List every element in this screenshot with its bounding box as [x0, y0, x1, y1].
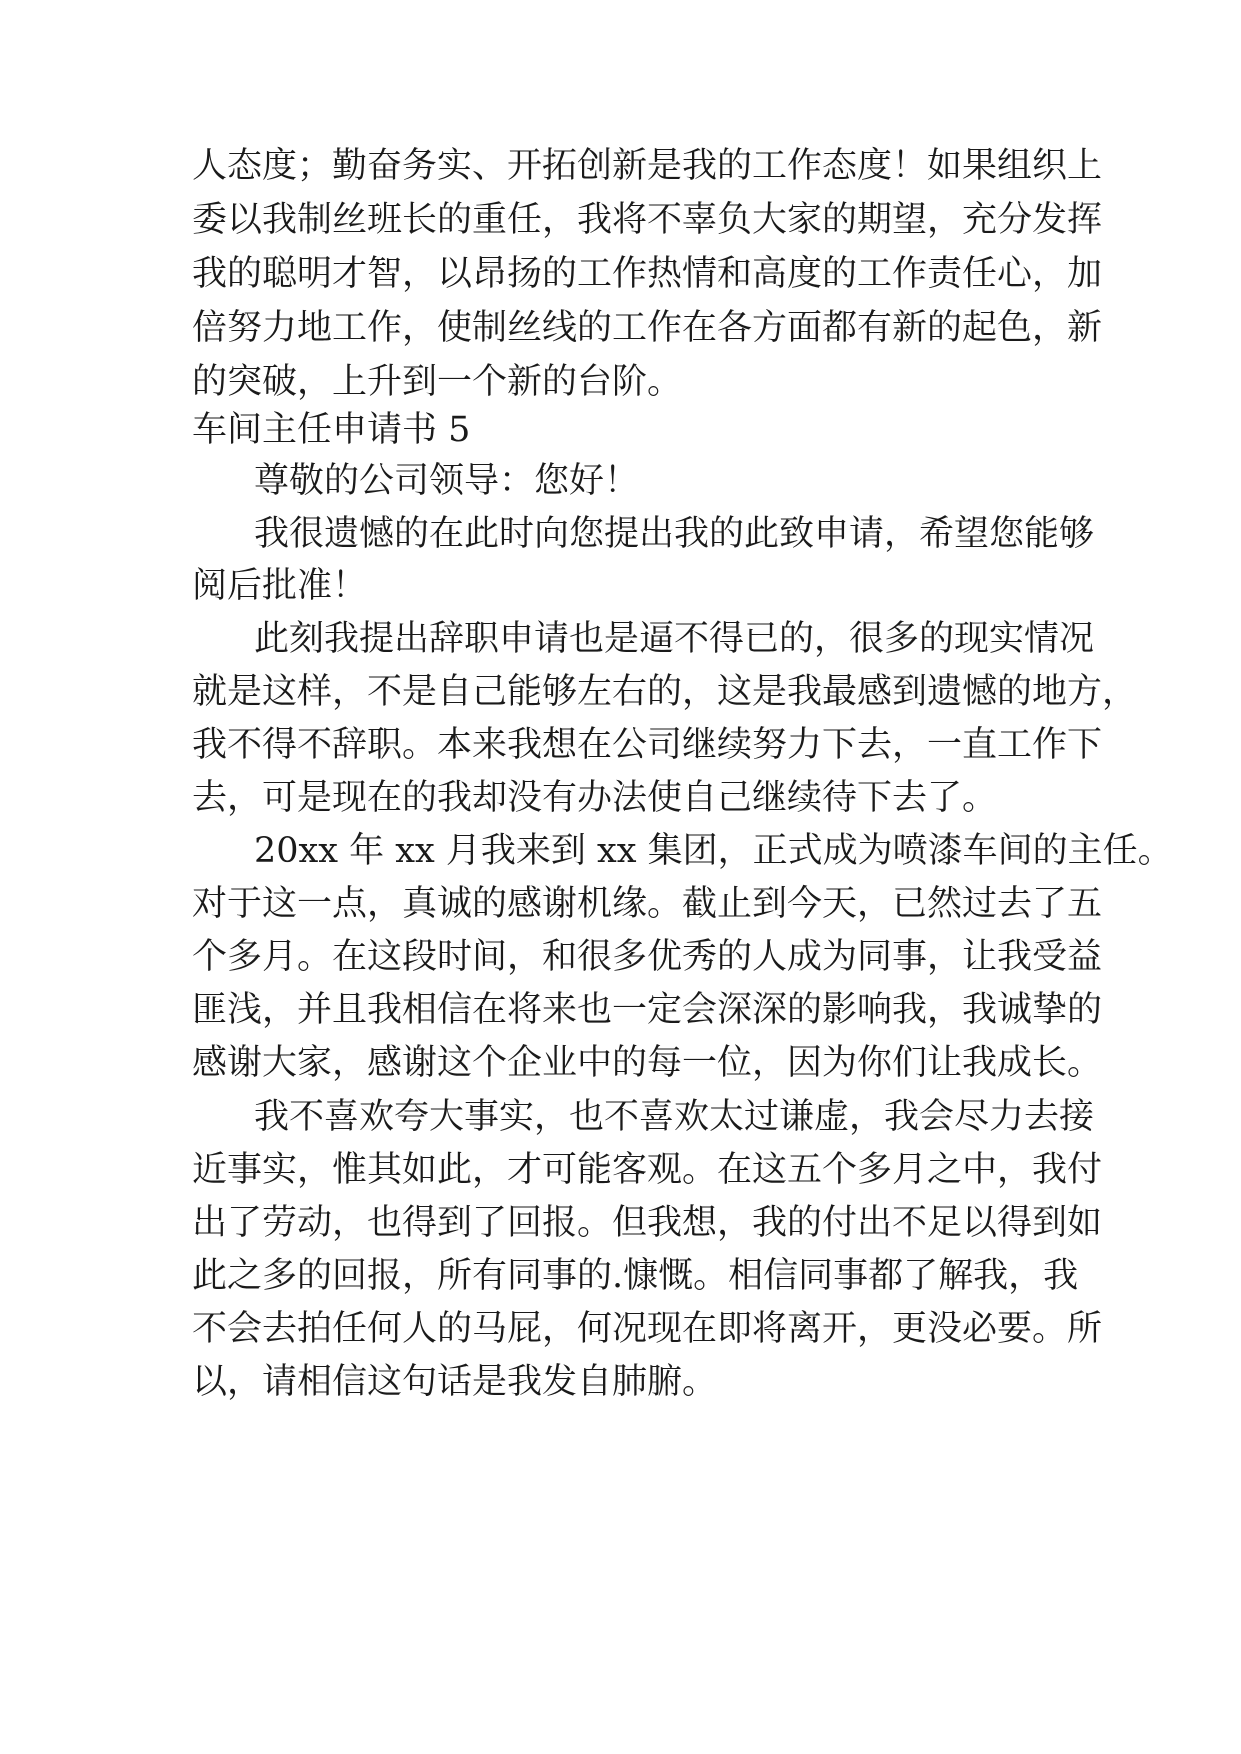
paragraph-line: 感谢大家，感谢这个企业中的每一位，因为你们让我成长。 — [192, 1043, 1103, 1083]
paragraph-line: 我很遗憾的在此时向您提出我的此致申请，希望您能够 — [254, 514, 1095, 554]
paragraph-line: 此刻我提出辞职申请也是逼不得已的，很多的现实情况 — [254, 619, 1095, 659]
salutation: 尊敬的公司领导：您好！ — [254, 461, 640, 501]
paragraph-line: 去，可是现在的我却没有办法使自己继续待下去了。 — [192, 778, 998, 818]
paragraph-line: 个多月。在这段时间，和很多优秀的人成为同事，让我受益 — [192, 937, 1103, 977]
paragraph-line: 委以我制丝班长的重任，我将不辜负大家的期望，充分发挥 — [192, 200, 1103, 240]
paragraph-line: 我不喜欢夸大事实，也不喜欢太过谦虚，我会尽力去接 — [254, 1097, 1095, 1137]
paragraph-line: 不会去拍任何人的马屁，何况现在即将离开，更没必要。所 — [192, 1309, 1103, 1349]
paragraph-line: 对于这一点，真诚的感谢机缘。截止到今天，已然过去了五 — [192, 884, 1103, 924]
paragraph-line: 的突破，上升到一个新的台阶。 — [192, 362, 683, 402]
paragraph-line: 我的聪明才智，以昂扬的工作热情和高度的工作责任心，加 — [192, 254, 1103, 294]
paragraph-line: 就是这样，不是自己能够左右的，这是我最感到遗憾的地方， — [192, 672, 1138, 712]
paragraph-line: 20xx 年 xx 月我来到 xx 集团，正式成为喷漆车间的主任。 — [254, 831, 1173, 871]
paragraph-line: 阅后批准！ — [192, 566, 368, 606]
paragraph-line: 人态度；勤奋务实、开拓创新是我的工作态度！如果组织上 — [192, 146, 1103, 186]
paragraph-line: 出了劳动，也得到了回报。但我想，我的付出不足以得到如 — [192, 1203, 1103, 1243]
section-title: 车间主任申请书 5 — [192, 410, 471, 450]
paragraph-line: 以，请相信这句话是我发自肺腑。 — [192, 1362, 718, 1402]
paragraph-line: 近事实，惟其如此，才可能客观。在这五个多月之中，我付 — [192, 1150, 1103, 1190]
paragraph-line: 倍努力地工作，使制丝线的工作在各方面都有新的起色，新 — [192, 308, 1103, 348]
paragraph-line: 匪浅，并且我相信在将来也一定会深深的影响我，我诚挚的 — [192, 990, 1103, 1030]
paragraph-line: 我不得不辞职。本来我想在公司继续努力下去，一直工作下 — [192, 725, 1103, 765]
paragraph-line: 此之多的回报，所有同事的.慷慨。相信同事都了解我，我 — [192, 1256, 1079, 1296]
